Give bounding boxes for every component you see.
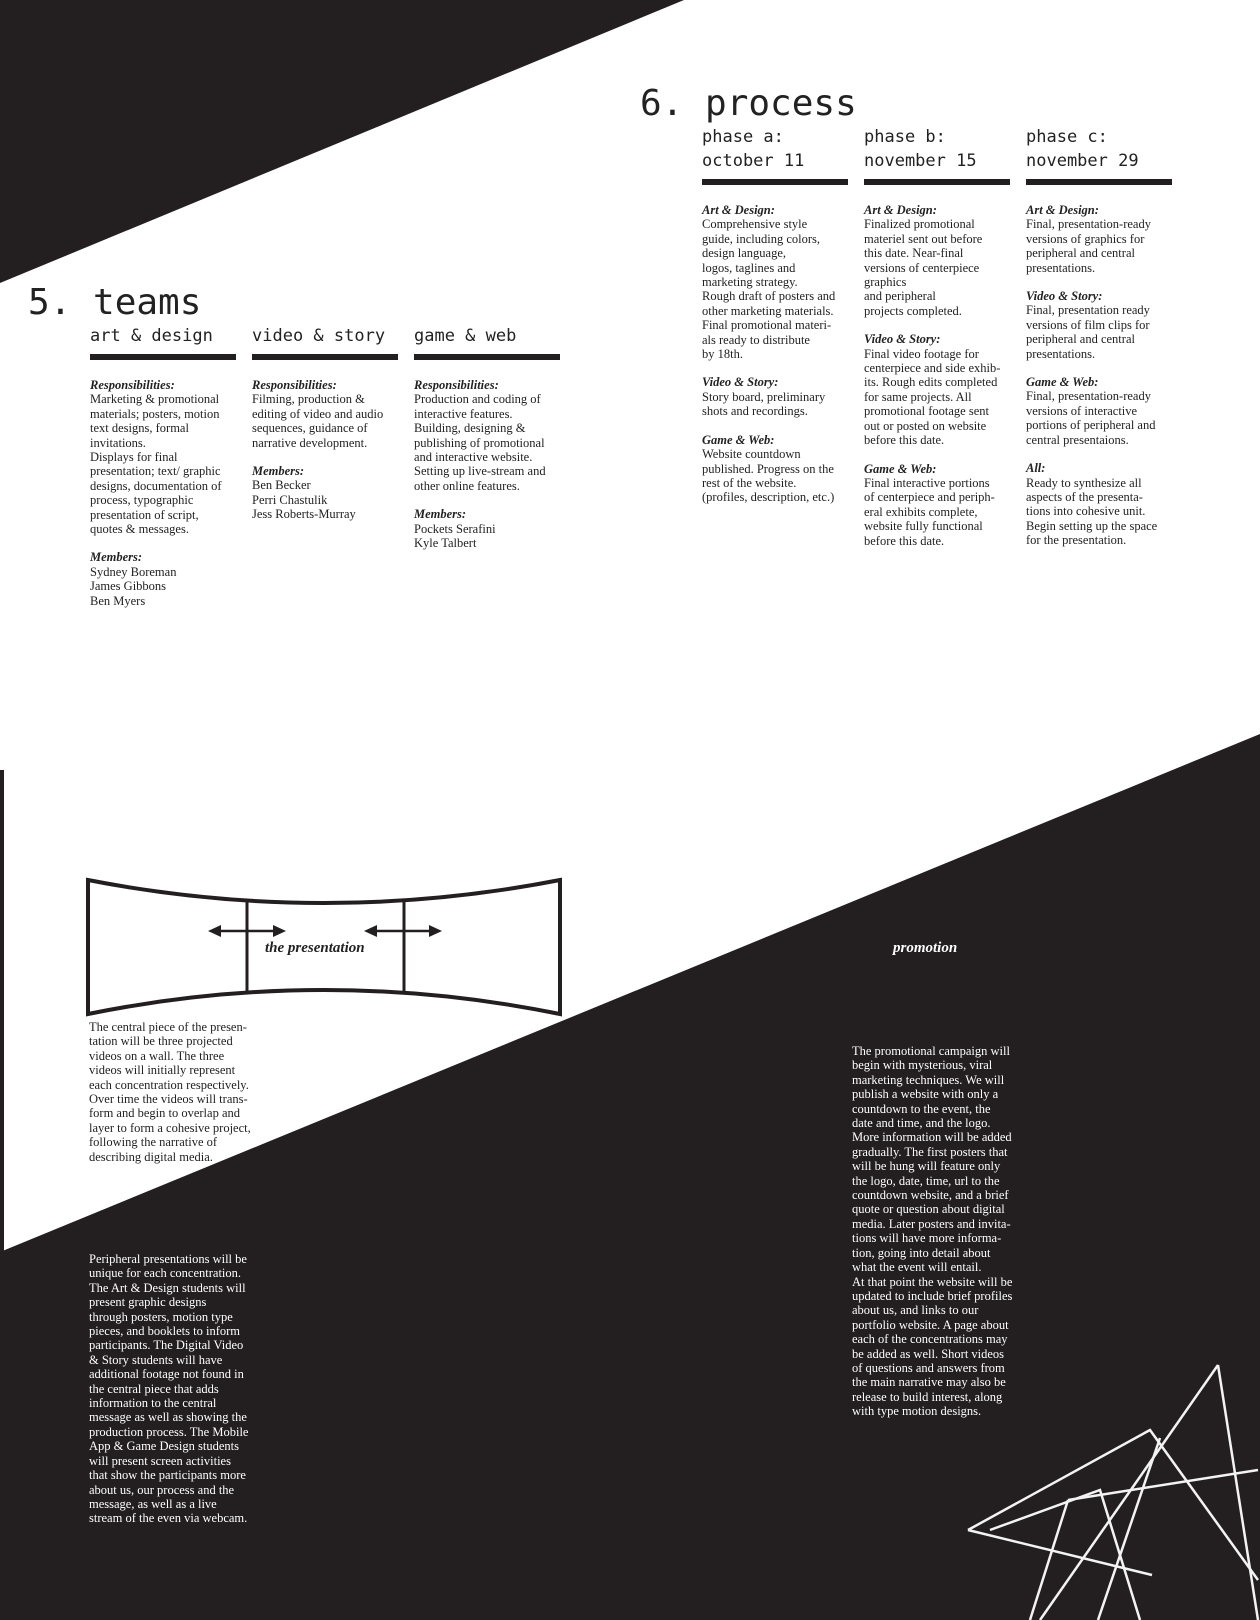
- block-text: Ben Becker Perri Chastulik Jess Roberts-Murray: [252, 478, 356, 522]
- block-text: Pockets Serafini Kyle Talbert: [414, 521, 496, 551]
- block-text: Story board, preliminary shots and recordings.: [702, 389, 826, 419]
- block-heading: Members:: [252, 464, 305, 479]
- block-text: Final, presentation ready versions of film clips for peripheral and central presentations.: [1026, 303, 1150, 361]
- promotion-label: promotion: [893, 940, 958, 956]
- phase-heading: phase c: november 29: [1026, 127, 1139, 171]
- block-text: Production and coding of interactive features. Building, designing & publishing of promotional and interactive website. Setting up live-stream and other online features.: [414, 392, 546, 493]
- block-heading: Game & Web:: [702, 432, 775, 447]
- block-heading: Art & Design:: [1026, 203, 1099, 217]
- block-heading: Responsibilities:: [90, 378, 175, 392]
- block-text: Comprehensive style guide, including colors, design language, logos, taglines and marketing strategy. Rough draft of posters and other marketing materials. Final promotional materi- als ready to distribute by 18th.: [702, 217, 836, 362]
- heading-rule: [252, 354, 398, 360]
- block-heading: Members:: [414, 507, 467, 522]
- left-edge-line: [0, 770, 4, 1252]
- block-heading: All:: [1026, 461, 1046, 476]
- block-text: Final, presentation-ready versions of interactive portions of peripheral and central presentaions.: [1026, 389, 1156, 447]
- block-heading: Video & Story:: [864, 332, 941, 347]
- peripheral-text: Peripheral presentations will be unique for each concentration. The Art & Design students will present graphic designs through posters, motion type pieces, and booklets to inform participants. The Digital Video & Story students will have additional footage not found in the central piece that adds information to the central message as well as showing the production process. The Mobile App & Game Design students will present screen activities that show the participants more about us, our process and the message, as well as a live stream of the even via webcam.: [89, 1252, 249, 1526]
- phase-heading: phase b: november 15: [864, 127, 977, 171]
- phase-heading: phase a: october 11: [702, 127, 805, 171]
- teams-title: 5. teams: [28, 282, 202, 323]
- team-heading: art & design: [90, 326, 213, 346]
- heading-rule: [864, 179, 1010, 185]
- heading-rule: [90, 354, 236, 360]
- team-heading: video & story: [252, 326, 386, 346]
- promotion-text: The promotional campaign will begin with mysterious, viral marketing techniques. We will publish a website with only a countdown to the event, the date and time, and the logo. More information will be added gradually. The first posters that will be hung will feature only the logo, date, time, url to the countdown website, and a brief quote or question about digital media. Later posters and invita- tions will have more informa- tion, going into detail about what the event will entail. At that point the website will be updated to include brief profiles about us, and links to our portfolio website. A page about each of the concentrations may be added as well. Short videos of questions and answers from the main narrative may also be release to build interest, along with type motion designs.: [852, 1044, 1013, 1419]
- block-heading: Game & Web:: [864, 461, 937, 476]
- presentation-label: the presentation: [265, 940, 365, 956]
- process-title: 6. process: [640, 83, 857, 124]
- phase-block: [864, 332, 1010, 447]
- heading-rule: [702, 179, 848, 185]
- responsibilities-block: [252, 378, 398, 450]
- phase-column-c: [1026, 125, 1172, 548]
- heading-rule: [414, 354, 560, 360]
- members-block: [252, 464, 398, 522]
- team-heading: game & web: [414, 326, 517, 346]
- members-block: [414, 507, 560, 550]
- members-block: [90, 550, 236, 608]
- phase-block: [702, 375, 848, 418]
- block-heading: Responsibilities:: [414, 378, 499, 392]
- block-text: Final video footage for centerpiece and side exhib- its. Rough edits completed for same projects. All promotional footage sent out or posted on website before this date.: [864, 346, 1001, 448]
- block-text: Final, presentation-ready versions of graphics for peripheral and central presentations.: [1026, 217, 1151, 275]
- block-heading: Game & Web:: [1026, 375, 1099, 390]
- block-heading: Video & Story:: [702, 375, 779, 390]
- block-text: Final interactive portions of centerpiece and periph- eral exhibits complete, website fully functional before this date.: [864, 475, 995, 548]
- team-column-video-story: [252, 324, 398, 522]
- block-heading: Video & Story:: [1026, 289, 1103, 304]
- heading-rule: [1026, 179, 1172, 185]
- team-column-art-design: [90, 324, 236, 608]
- responsibilities-block: [90, 378, 236, 536]
- phase-block: [702, 433, 848, 505]
- block-text: Website countdown published. Progress on the rest of the website. (profiles, description, etc.): [702, 447, 835, 505]
- block-text: Filming, production & editing of video and audio sequences, guidance of narrative development.: [252, 392, 384, 450]
- phase-block: [1026, 375, 1172, 447]
- phase-block: [864, 462, 1010, 548]
- top-dark-triangle: [0, 0, 684, 283]
- phase-column-b: [864, 125, 1010, 548]
- central-piece-text: The central piece of the presen- tation will be three projected videos on a wall. The three videos will initially represent each concentration respectively. Over time the videos will trans- form and begin to overlap and layer to form a cohesive project, following the narrative of describing digital media.: [89, 1020, 251, 1164]
- phase-block: [1026, 461, 1172, 547]
- phase-block: [1026, 203, 1172, 275]
- block-text: Sydney Boreman James Gibbons Ben Myers: [90, 564, 177, 608]
- block-heading: Art & Design:: [702, 203, 775, 217]
- block-text: Marketing & promotional materials; posters, motion text designs, formal invitations. Displays for final presentation; text/ graphic designs, documentation of process, typographic presentation of script, quotes & messages.: [90, 392, 222, 537]
- block-text: Ready to synthesize all aspects of the presenta- tions into cohesive unit. Begin setting up the space for the presentation.: [1026, 475, 1158, 548]
- team-column-game-web: [414, 324, 560, 550]
- block-heading: Members:: [90, 550, 143, 565]
- responsibilities-block: [414, 378, 560, 493]
- phase-block: [702, 203, 848, 361]
- block-text: Finalized promotional materiel sent out before this date. Near-final versions of centerpiece graphics and peripheral projects completed.: [864, 217, 983, 318]
- block-heading: Art & Design:: [864, 203, 937, 217]
- phase-block: [864, 203, 1010, 318]
- block-heading: Responsibilities:: [252, 378, 337, 392]
- phase-block: [1026, 289, 1172, 361]
- phase-column-a: [702, 125, 848, 505]
